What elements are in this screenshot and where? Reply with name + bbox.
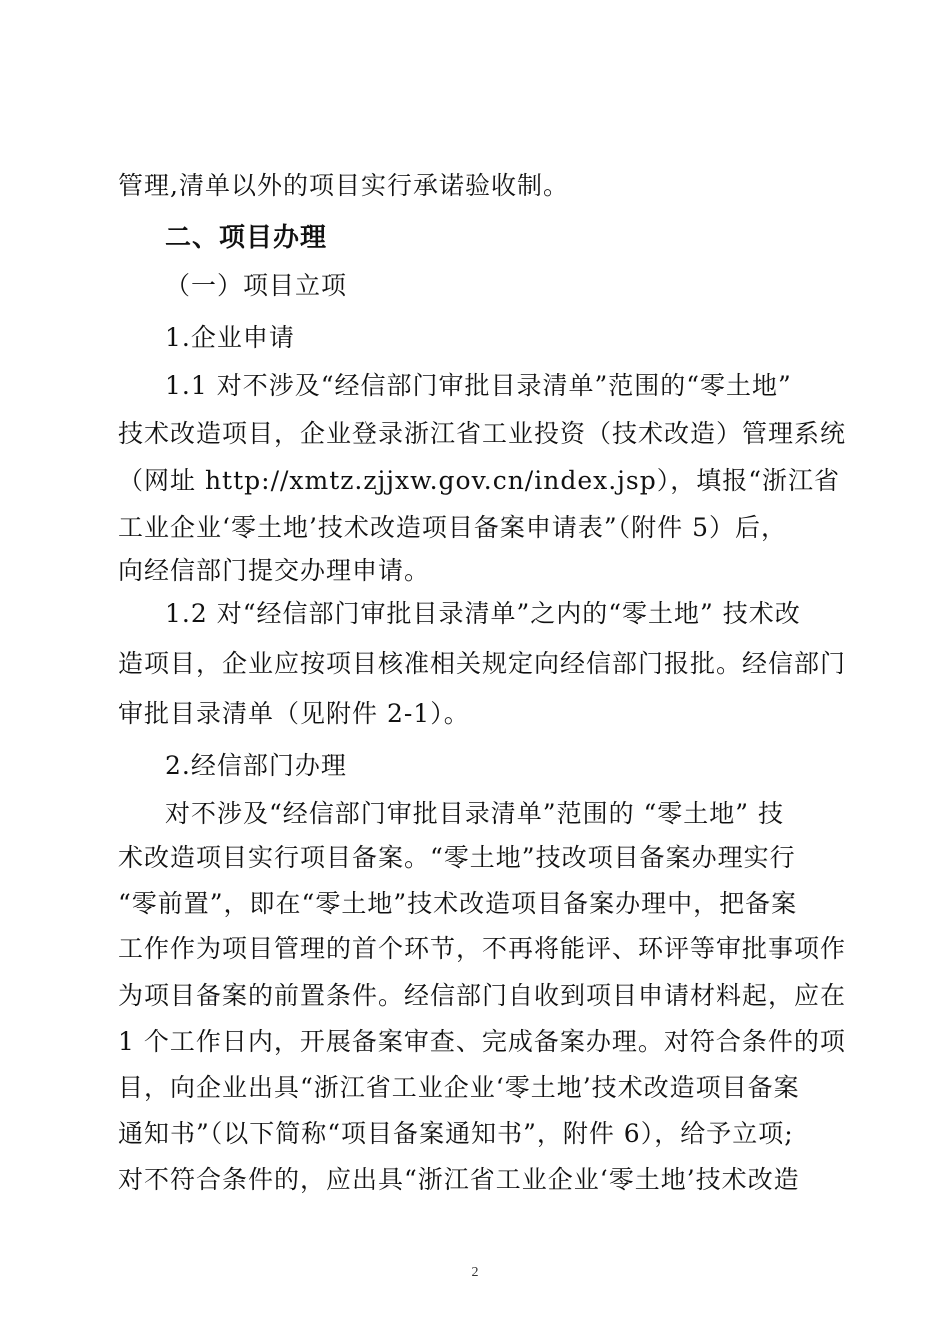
body-text-line: 为项目备案的前置条件。经信部门自收到项目申请材料起，应在 xyxy=(118,981,847,1010)
body-text-line: 向经信部门提交办理申请。 xyxy=(118,556,431,585)
item-heading: 1.企业申请 xyxy=(165,323,295,352)
body-text-line: 工业企业‘零土地’技术改造项目备案申请表”（附件 5）后， xyxy=(118,513,788,542)
body-text-line: 目，向企业出具“浙江省工业企业‘零土地’技术改造项目备案 xyxy=(118,1073,800,1102)
subsection-heading: （一）项目立项 xyxy=(165,271,348,300)
body-text-line: 对不涉及“经信部门审批目录清单”范围的 “零土地” 技 xyxy=(165,799,785,828)
body-text-line: 审批目录清单（见附件 2-1）。 xyxy=(118,699,470,728)
page-number: 2 xyxy=(471,1265,479,1280)
body-text-line: 术改造项目实行项目备案。“零土地”技改项目备案办理实行 xyxy=(118,843,796,872)
body-text-line: 1.2 对“经信部门审批目录清单”之内的“零土地” 技术改 xyxy=(165,599,801,628)
body-text-line: 管理,清单以外的项目实行承诺验收制。 xyxy=(118,171,569,200)
section-heading: 二、项目办理 xyxy=(165,223,328,253)
item-heading: 2.经信部门办理 xyxy=(165,751,347,780)
body-text-line: （网址 http://xmtz.zjjxw.gov.cn/index.jsp），填报“浙江省 xyxy=(118,466,841,495)
body-text-line: 技术改造项目，企业登录浙江省工业投资（技术改造）管理系统 xyxy=(118,419,847,448)
body-text-line: 造项目，企业应按项目核准相关规定向经信部门报批。经信部门 xyxy=(118,649,847,678)
body-text-line: “零前置”，即在“零土地”技术改造项目备案办理中，把备案 xyxy=(118,889,798,918)
body-text-line: 通知书”（以下简称“项目备案通知书”，附件 6），给予立项; xyxy=(118,1119,794,1148)
body-text-line: 对不符合条件的，应出具“浙江省工业企业‘零土地’技术改造 xyxy=(118,1165,800,1194)
body-text-line: 工作作为项目管理的首个环节，不再将能评、环评等审批事项作 xyxy=(118,934,847,963)
body-text-line: 1 个工作日内，开展备案审查、完成备案办理。对符合条件的项 xyxy=(118,1027,846,1056)
body-text-line: 1.1 对不涉及“经信部门审批目录清单”范围的“零土地” xyxy=(165,371,792,400)
